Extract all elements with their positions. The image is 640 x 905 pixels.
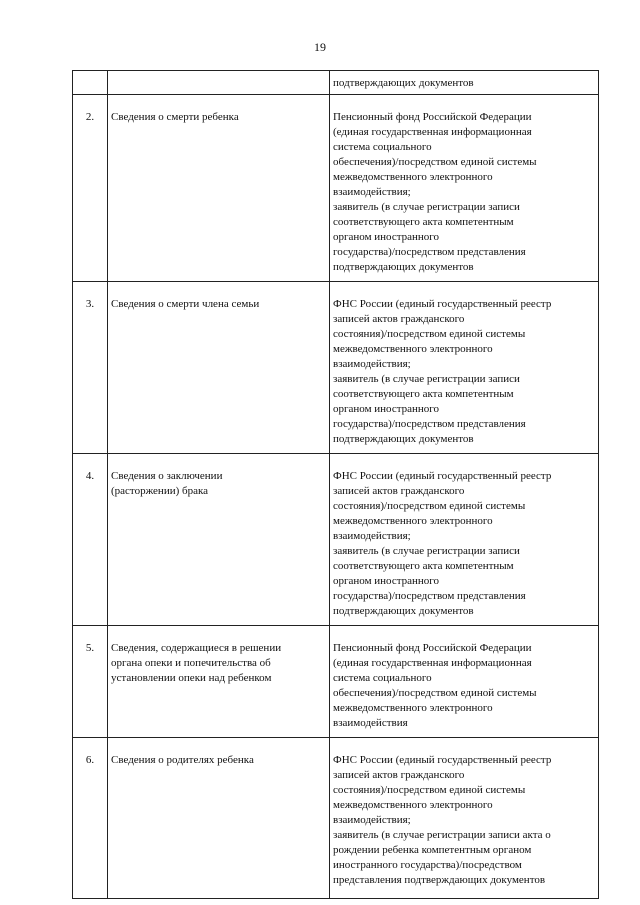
text-line: Сведения о смерти члена семьи: [111, 298, 260, 310]
row-number: 6.: [85, 754, 95, 766]
info-name: [108, 738, 329, 778]
info-source-cell: [330, 71, 599, 95]
text-line: заявитель (в случае регистрации записи: [333, 545, 520, 557]
text-line: государства)/посредством представления: [333, 246, 526, 258]
info-source: [330, 282, 598, 453]
text-line: взаимодействия;: [333, 530, 411, 542]
text-line: подтверждающих документов: [333, 433, 474, 445]
row-number-cell: [73, 282, 108, 454]
table-row: [73, 454, 599, 626]
text-line: Пенсионный фонд Российской Федерации: [333, 111, 532, 123]
info-name: [108, 626, 329, 692]
text-line: соответствующего акта компетентным: [333, 560, 514, 572]
info-name-cell: [108, 454, 330, 626]
text-line: межведомственного электронного: [333, 702, 493, 714]
info-name: [108, 282, 329, 318]
info-name: [108, 95, 329, 131]
text-line: межведомственного электронного: [333, 343, 493, 355]
text-line: подтверждающих документов: [333, 605, 474, 617]
table-row: [73, 282, 599, 454]
info-name-cell: [108, 738, 330, 899]
data-sources-table: [72, 70, 599, 899]
text-line: записей актов гражданского: [333, 769, 465, 781]
row-number: 4.: [85, 470, 95, 482]
text-line: взаимодействия: [333, 717, 408, 729]
text-line: Сведения, содержащиеся в решении: [111, 642, 282, 654]
text-line: взаимодействия;: [333, 186, 411, 198]
info-source: [330, 738, 598, 898]
text-line: (единая государственная информационная: [333, 126, 532, 138]
info-source-cell: [330, 282, 599, 454]
table-row: [73, 738, 599, 899]
row-number-cell: [73, 71, 108, 95]
row-number: 5.: [85, 642, 95, 654]
text-line: межведомственного электронного: [333, 799, 493, 811]
table-row-continuation: [73, 71, 599, 95]
text-line: заявитель (в случае регистрации записи: [333, 373, 520, 385]
table-row: [73, 95, 599, 282]
table-row: [73, 626, 599, 738]
text-line: соответствующего акта компетентным: [333, 216, 514, 228]
text-line: Сведения о заключении: [111, 470, 223, 482]
text-line: иностранного государства)/посредством: [333, 859, 522, 871]
info-name-cell: [108, 71, 330, 95]
info-source-cell: [330, 454, 599, 626]
info-name-cell: [108, 95, 330, 282]
info-name: [108, 454, 329, 505]
text-line: система социального: [333, 141, 432, 153]
text-line: (единая государственная информационная: [333, 657, 532, 669]
row-number-cell: [73, 626, 108, 738]
text-line: заявитель (в случае регистрации записи: [333, 201, 520, 213]
text-line: государства)/посредством представления: [333, 418, 526, 430]
info-source-cell: [330, 738, 599, 899]
text-line: органом иностранного: [333, 231, 440, 243]
text-line: система социального: [333, 672, 432, 684]
text-line: (расторжении) брака: [111, 485, 209, 497]
text-line: заявитель (в случае регистрации записи акта о: [333, 829, 551, 841]
text-line: ФНС России (единый государственный реестр: [333, 470, 552, 482]
text-line: установлении опеки над ребенком: [111, 672, 272, 684]
text-line: обеспечения)/посредством единой системы: [333, 156, 537, 168]
row-number-cell: [73, 95, 108, 282]
text-line: представления подтверждающих документов: [333, 874, 546, 886]
text-line: взаимодействия;: [333, 358, 411, 370]
text-line: записей актов гражданского: [333, 485, 465, 497]
info-source-cell: [330, 95, 599, 282]
text-line: государства)/посредством представления: [333, 590, 526, 602]
page-number: 19: [314, 40, 326, 54]
text-line: записей актов гражданского: [333, 313, 465, 325]
text-line: ФНС России (единый государственный реестр: [333, 298, 552, 310]
text-line: взаимодействия;: [333, 814, 411, 826]
info-source: [330, 454, 598, 625]
text-line: состояния)/посредством единой системы: [333, 328, 526, 340]
source-lines: [330, 71, 598, 94]
text-line: Пенсионный фонд Российской Федерации: [333, 642, 532, 654]
text-line: рождении ребенка компетентным органом: [333, 844, 532, 856]
text-line: состояния)/посредством единой системы: [333, 784, 526, 796]
row-number: 2.: [85, 111, 95, 123]
text-line: межведомственного электронного: [333, 515, 493, 527]
text-line: соответствующего акта компетентным: [333, 388, 514, 400]
text-line: органом иностранного: [333, 403, 440, 415]
info-source: [330, 95, 598, 281]
info-name-cell: [108, 626, 330, 738]
info-name-cell: [108, 282, 330, 454]
text-line: ФНС России (единый государственный реестр: [333, 754, 552, 766]
info-source-cell: [330, 626, 599, 738]
row-number-cell: [73, 454, 108, 626]
text-line: обеспечения)/посредством единой системы: [333, 687, 537, 699]
text-line: органа опеки и попечительства об: [111, 657, 271, 669]
text-line: подтверждающих документов: [333, 261, 474, 273]
table-body: [73, 71, 599, 899]
text-line: Сведения о родителях ребенка: [111, 754, 254, 766]
text-line: органом иностранного: [333, 575, 440, 587]
text-line: состояния)/посредством единой системы: [333, 500, 526, 512]
row-number: 3.: [85, 298, 95, 310]
text-line: межведомственного электронного: [333, 171, 493, 183]
info-source: [330, 626, 598, 737]
text-line: подтверждающих документов: [333, 77, 474, 89]
row-number-cell: [73, 738, 108, 899]
text-line: Сведения о смерти ребенка: [111, 111, 239, 123]
